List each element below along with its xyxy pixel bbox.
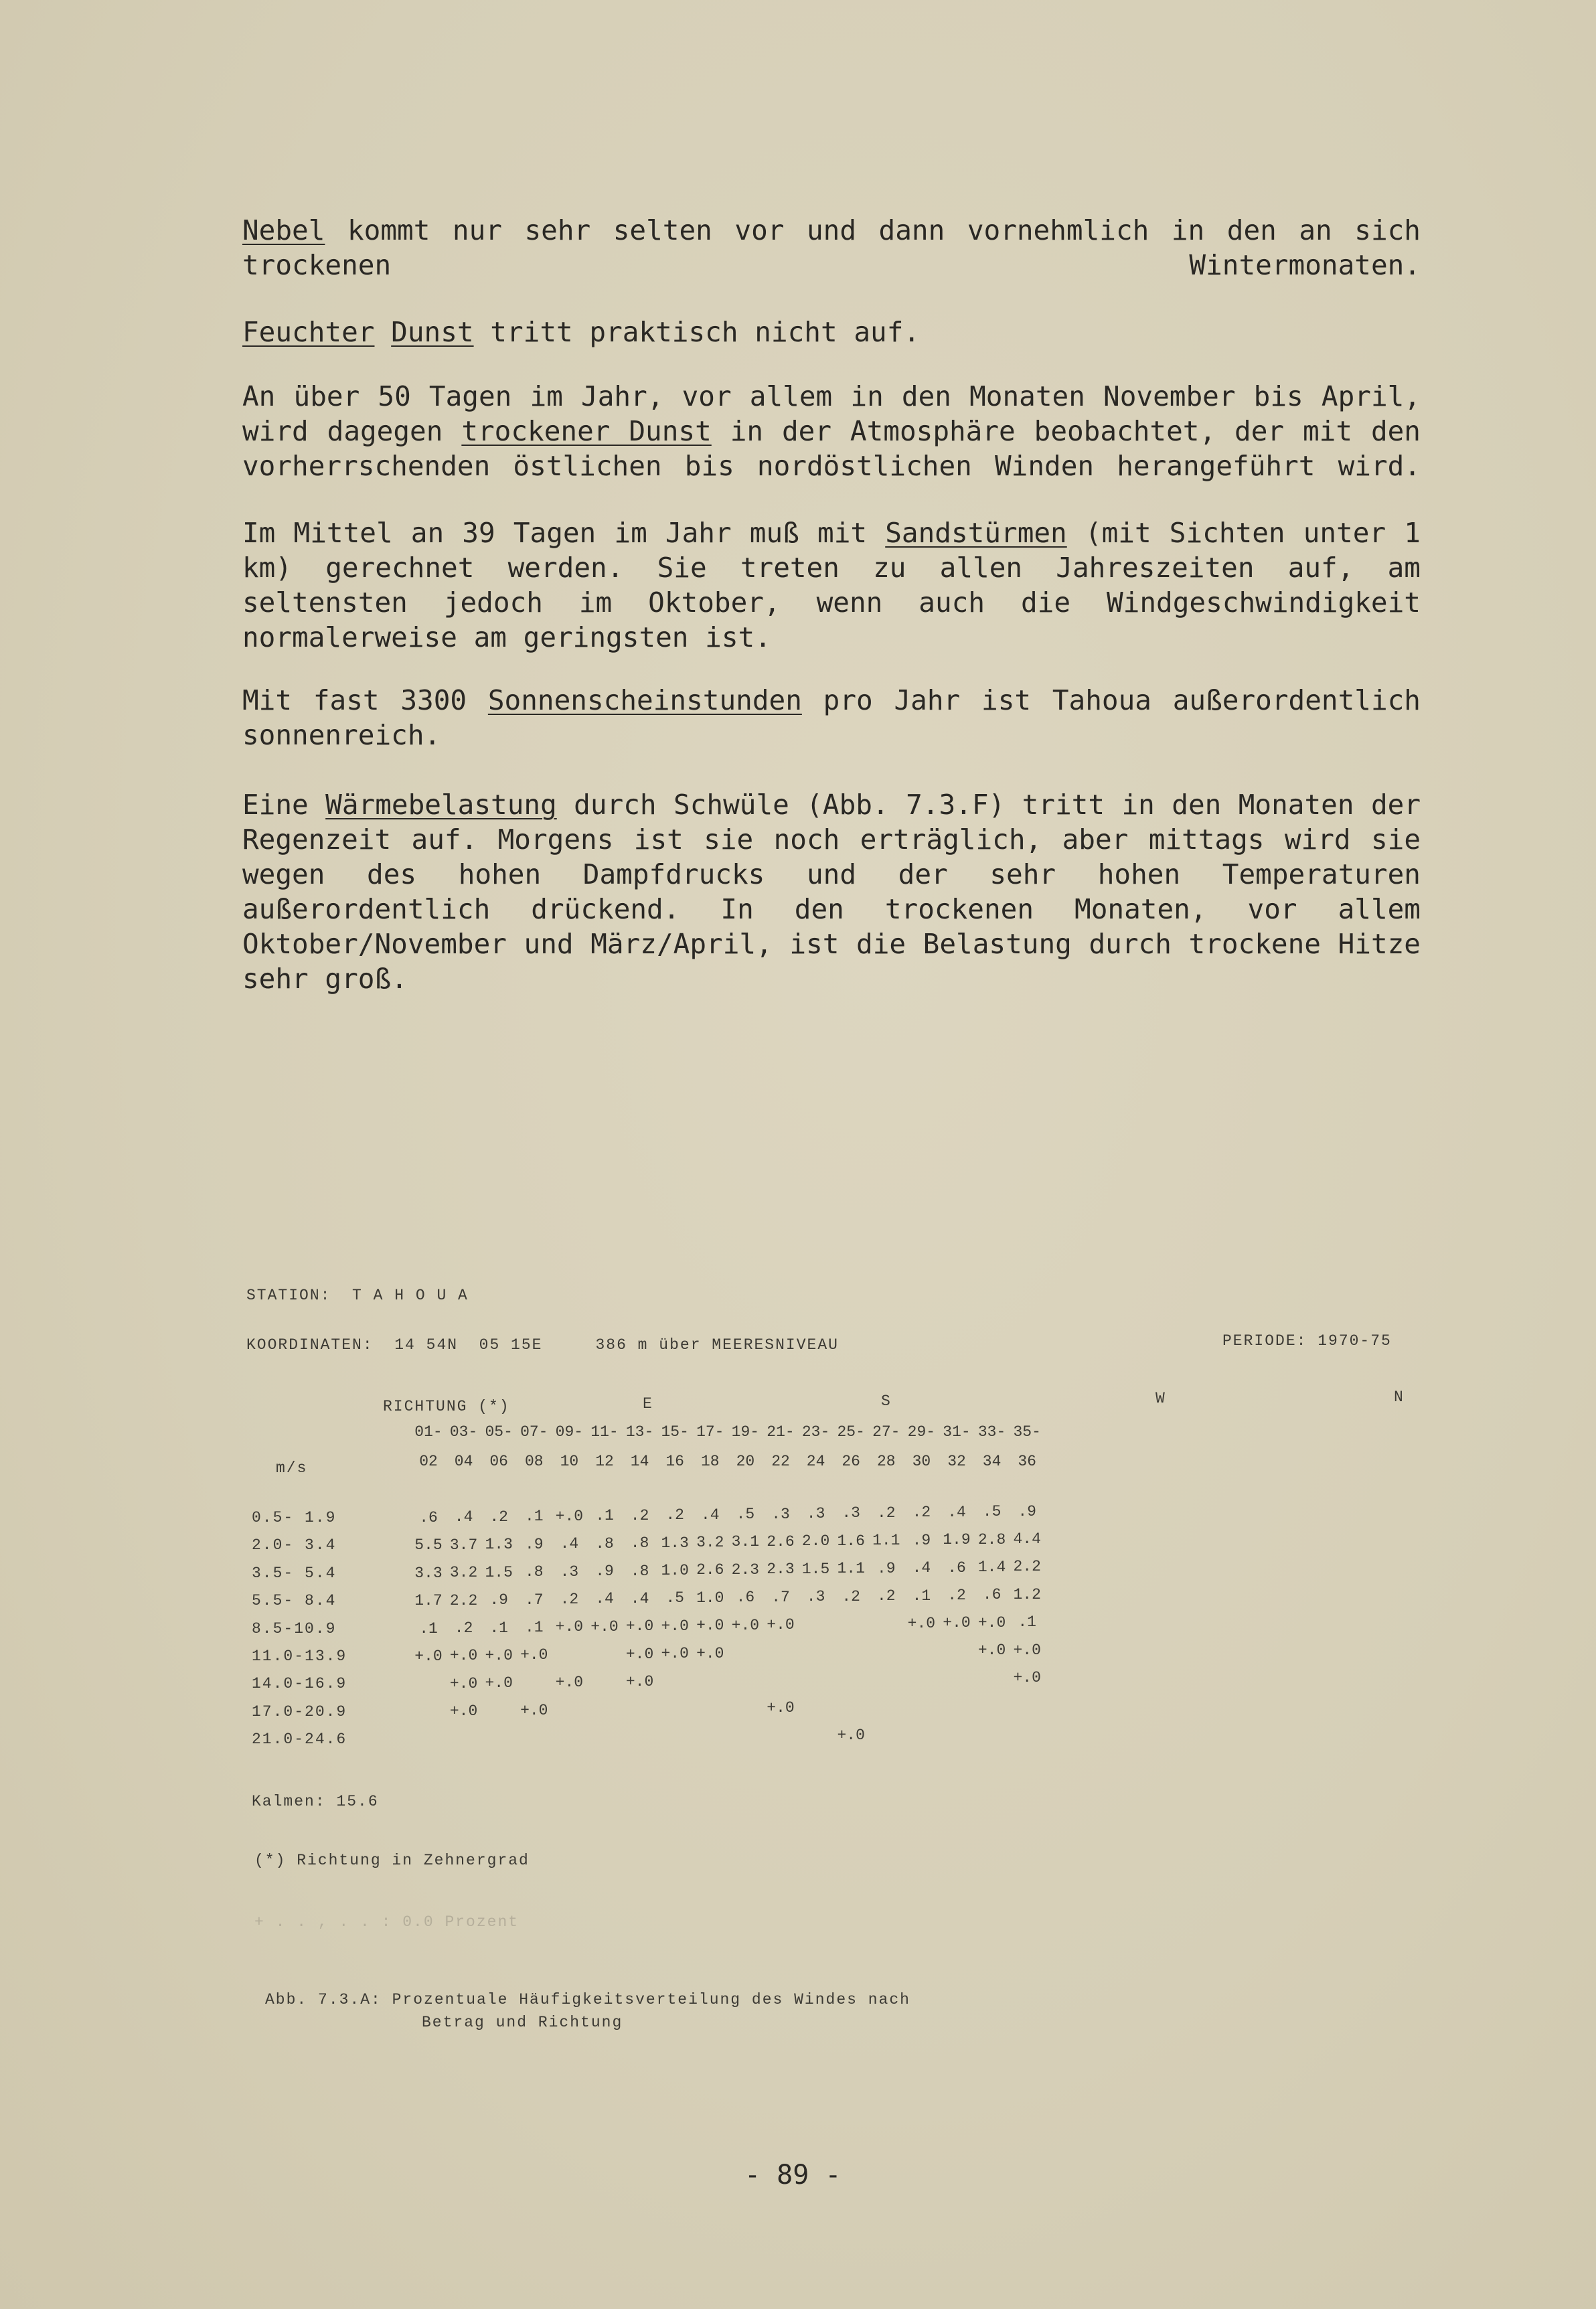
paragraph-trockener-dunst: An über 50 Tagen im Jahr, vor allem in den Monaten November bis April, wird dagegen trockener Dunst in der Atmosphäre beobachtet, der mit den vorherrschenden östlichen bis nordöstlichen Winden herangeführt wird. bbox=[242, 380, 1421, 482]
frequency-cell: 1.3 bbox=[485, 1536, 513, 1554]
frequency-cell: +.0 bbox=[1013, 1669, 1041, 1687]
frequency-cell: 1.0 bbox=[661, 1561, 689, 1579]
speed-class-label: 14.0-16.9 bbox=[252, 1675, 347, 1693]
frequency-cell: .3 bbox=[806, 1504, 825, 1522]
frequency-cell: .3 bbox=[842, 1504, 860, 1522]
frequency-cell: 2.3 bbox=[767, 1561, 795, 1579]
direction-to: 16 bbox=[665, 1453, 684, 1470]
compass-e: E bbox=[643, 1395, 653, 1413]
direction-from: 07- bbox=[520, 1423, 548, 1441]
frequency-cell: 2.3 bbox=[731, 1561, 760, 1579]
frequency-cell: 2.2 bbox=[449, 1591, 478, 1609]
coordinates-label: KOORDINATEN: 14 54N 05 15E 386 m über MEERESNIVEAU bbox=[246, 1336, 839, 1354]
frequency-cell: .7 bbox=[771, 1588, 790, 1606]
underlined-term: Feuchter bbox=[242, 316, 375, 348]
frequency-cell: .4 bbox=[700, 1506, 720, 1524]
frequency-cell: .1 bbox=[419, 1619, 438, 1638]
frequency-cell: .4 bbox=[560, 1535, 579, 1553]
frequency-cell: .2 bbox=[842, 1587, 860, 1605]
frequency-cell: +.0 bbox=[767, 1699, 795, 1717]
unit-label: m/s bbox=[276, 1459, 308, 1477]
underlined-term: Nebel bbox=[242, 214, 325, 246]
frequency-cell: .4 bbox=[454, 1508, 473, 1526]
frequency-cell: 2.6 bbox=[767, 1532, 795, 1550]
frequency-cell: .1 bbox=[595, 1507, 614, 1525]
frequency-cell: 3.1 bbox=[731, 1533, 760, 1551]
direction-from: 09- bbox=[555, 1423, 584, 1441]
station-label: STATION: T A H O U A bbox=[246, 1287, 469, 1304]
frequency-cell: .4 bbox=[595, 1590, 614, 1608]
frequency-cell: +.0 bbox=[661, 1645, 689, 1663]
frequency-cell: 1.5 bbox=[801, 1560, 830, 1578]
frequency-cell: 1.1 bbox=[872, 1532, 900, 1550]
direction-to: 02 bbox=[419, 1453, 438, 1470]
direction-from: 15- bbox=[661, 1423, 689, 1441]
frequency-cell: +.0 bbox=[590, 1617, 619, 1636]
frequency-cell: +.0 bbox=[696, 1644, 724, 1662]
direction-from: 29- bbox=[907, 1423, 936, 1441]
direction-to: 22 bbox=[771, 1453, 790, 1470]
paragraph-nebel: Nebel kommt nur sehr selten vor und dann vornehmlich in den an sich trockenen Wintermonaten. bbox=[242, 214, 1421, 281]
frequency-cell: +.0 bbox=[485, 1674, 513, 1692]
frequency-cell: .4 bbox=[630, 1589, 649, 1607]
frequency-cell: +.0 bbox=[449, 1674, 478, 1692]
frequency-cell: .5 bbox=[665, 1589, 684, 1607]
direction-to: 10 bbox=[560, 1453, 579, 1470]
frequency-cell: 2.8 bbox=[977, 1530, 1006, 1548]
frequency-cell: 5.5 bbox=[414, 1536, 443, 1555]
underlined-term: trockener Dunst bbox=[461, 415, 712, 447]
frequency-cell: .6 bbox=[982, 1586, 1002, 1604]
frequency-cell: .9 bbox=[489, 1591, 508, 1609]
frequency-cell: +.0 bbox=[449, 1647, 478, 1665]
direction-from: 31- bbox=[943, 1423, 971, 1441]
frequency-cell: +.0 bbox=[907, 1614, 936, 1632]
frequency-cell: +.0 bbox=[731, 1616, 760, 1634]
frequency-cell: 1.0 bbox=[696, 1589, 724, 1607]
frequency-cell: .8 bbox=[595, 1534, 614, 1552]
compass-w: W bbox=[1155, 1390, 1166, 1407]
speed-class-label: 11.0-13.9 bbox=[252, 1648, 347, 1665]
frequency-cell: 3.3 bbox=[414, 1564, 443, 1582]
calm-value: Kalmen: 15.6 bbox=[252, 1793, 379, 1810]
direction-from: 19- bbox=[731, 1423, 760, 1441]
speed-class-label: 8.5-10.9 bbox=[252, 1619, 337, 1638]
direction-from: 33- bbox=[977, 1423, 1006, 1441]
frequency-cell: +.0 bbox=[625, 1645, 654, 1663]
underlined-term: Sandstürmen bbox=[885, 517, 1067, 549]
direction-to: 08 bbox=[524, 1453, 544, 1470]
direction-from: 17- bbox=[696, 1423, 724, 1441]
paragraph-dunst: Feuchter Dunst tritt praktisch nicht auf. bbox=[242, 316, 921, 348]
speed-class-label: 3.5- 5.4 bbox=[252, 1564, 337, 1582]
direction-from: 23- bbox=[801, 1423, 830, 1441]
frequency-cell: +.0 bbox=[977, 1642, 1006, 1660]
speed-class-label: 2.0- 3.4 bbox=[252, 1536, 337, 1555]
frequency-cell: .1 bbox=[1018, 1613, 1036, 1631]
frequency-cell: .9 bbox=[876, 1559, 896, 1577]
frequency-cell: +.0 bbox=[943, 1614, 971, 1632]
frequency-cell: .1 bbox=[489, 1619, 508, 1637]
frequency-cell: 2.2 bbox=[1013, 1558, 1041, 1576]
frequency-cell: +.0 bbox=[520, 1646, 548, 1664]
frequency-cell: +.0 bbox=[555, 1507, 584, 1525]
paragraph-waermebelastung: Eine Wärmebelastung durch Schwüle (Abb. 7.3.F) tritt in den Monaten der Regenzeit auf. Morgens ist sie noch erträglich, aber mittags wird sie wegen des hohen Dampfdrucks und der sehr hohen Temperaturen außerordentlich drückend. In den trockenen Monaten, vor allem Oktober/November und März/April, ist die Belastung durch trockene Hitze sehr groß. bbox=[242, 789, 1421, 995]
frequency-cell: .7 bbox=[524, 1591, 544, 1609]
frequency-cell: 2.0 bbox=[801, 1532, 830, 1550]
frequency-cell: .2 bbox=[630, 1506, 649, 1524]
frequency-cell: .9 bbox=[595, 1563, 614, 1581]
frequency-cell: .5 bbox=[982, 1503, 1002, 1521]
page-number: - 89 - bbox=[744, 2160, 842, 2191]
compass-s: S bbox=[881, 1392, 892, 1410]
underlined-term: Wärmebelastung bbox=[325, 789, 557, 821]
direction-to: 24 bbox=[806, 1453, 825, 1470]
frequency-cell: .1 bbox=[524, 1508, 544, 1526]
underlined-term: Dunst bbox=[391, 316, 474, 348]
footnote: (*) Richtung in Zehnergrad bbox=[254, 1852, 530, 1869]
speed-class-label: 21.0-24.6 bbox=[252, 1731, 347, 1749]
frequency-cell: .6 bbox=[736, 1589, 755, 1607]
faded-line: + . . , . . : 0.0 Prozent bbox=[254, 1913, 520, 1931]
frequency-cell: 1.1 bbox=[837, 1560, 865, 1578]
frequency-cell: .9 bbox=[912, 1531, 931, 1549]
frequency-cell: +.0 bbox=[555, 1618, 584, 1636]
frequency-cell: +.0 bbox=[485, 1646, 513, 1664]
frequency-cell: .8 bbox=[630, 1534, 649, 1552]
figure-caption-line2: Betrag und Richtung bbox=[422, 2014, 623, 2031]
frequency-cell: +.0 bbox=[661, 1617, 689, 1635]
frequency-cell: 3.7 bbox=[449, 1536, 478, 1554]
frequency-cell: .2 bbox=[454, 1619, 473, 1638]
frequency-cell: +.0 bbox=[625, 1673, 654, 1691]
frequency-cell: .2 bbox=[912, 1504, 931, 1522]
direction-to: 04 bbox=[454, 1453, 473, 1470]
direction-to: 18 bbox=[700, 1453, 720, 1470]
direction-to: 12 bbox=[595, 1453, 614, 1470]
frequency-cell: .9 bbox=[1018, 1502, 1036, 1520]
frequency-cell: .6 bbox=[419, 1509, 438, 1526]
direction-to: 26 bbox=[842, 1453, 860, 1470]
frequency-cell: .3 bbox=[771, 1505, 790, 1523]
frequency-cell: +.0 bbox=[520, 1702, 548, 1720]
direction-from: 13- bbox=[625, 1423, 654, 1441]
frequency-cell: .1 bbox=[524, 1618, 544, 1636]
frequency-cell: +.0 bbox=[414, 1648, 443, 1665]
speed-class-label: 5.5- 8.4 bbox=[252, 1592, 337, 1610]
underlined-term: Sonnenscheinstunden bbox=[487, 684, 802, 716]
frequency-cell: 1.2 bbox=[1013, 1585, 1041, 1603]
speed-class-label: 0.5- 1.9 bbox=[252, 1509, 337, 1526]
frequency-cell: +.0 bbox=[1013, 1641, 1041, 1659]
direction-label: RICHTUNG (*) bbox=[383, 1398, 510, 1415]
direction-from: 05- bbox=[485, 1423, 513, 1441]
direction-to: 14 bbox=[630, 1453, 649, 1470]
frequency-cell: 1.7 bbox=[414, 1592, 443, 1610]
frequency-cell: 2.6 bbox=[696, 1561, 724, 1579]
frequency-cell: 1.4 bbox=[977, 1559, 1006, 1576]
frequency-cell: .8 bbox=[630, 1562, 649, 1580]
frequency-cell: 3.2 bbox=[696, 1534, 724, 1551]
speed-class-label: 17.0-20.9 bbox=[252, 1702, 347, 1721]
frequency-cell: +.0 bbox=[767, 1616, 795, 1634]
direction-from: 21- bbox=[767, 1423, 795, 1441]
direction-from: 27- bbox=[872, 1423, 900, 1441]
paragraph-sandstuerme: Im Mittel an 39 Tagen im Jahr muß mit Sandstürmen (mit Sichten unter 1 km) gerechnet werden. Sie treten zu allen Jahreszeiten auf, am seltensten jedoch im Oktober, wenn auch die Windgeschwindigkeit normalerweise am geringsten ist. bbox=[242, 517, 1421, 653]
frequency-cell: .4 bbox=[912, 1559, 931, 1577]
direction-from: 25- bbox=[837, 1423, 865, 1441]
frequency-cell: .2 bbox=[560, 1591, 579, 1608]
frequency-cell: 4.4 bbox=[1013, 1530, 1041, 1548]
direction-to: 20 bbox=[736, 1453, 755, 1470]
period-label: PERIODE: 1970-75 bbox=[1222, 1332, 1392, 1350]
frequency-cell: 1.9 bbox=[943, 1531, 971, 1549]
frequency-cell: .2 bbox=[876, 1504, 896, 1522]
direction-to: 34 bbox=[982, 1453, 1002, 1470]
frequency-cell: +.0 bbox=[977, 1613, 1006, 1631]
frequency-cell: .1 bbox=[912, 1587, 931, 1605]
direction-from: 01- bbox=[414, 1423, 443, 1441]
direction-from: 35- bbox=[1013, 1423, 1041, 1441]
frequency-cell: +.0 bbox=[837, 1726, 865, 1744]
direction-from: 03- bbox=[449, 1423, 478, 1441]
compass-n: N bbox=[1394, 1388, 1405, 1406]
direction-from: 11- bbox=[590, 1423, 619, 1441]
direction-to: 30 bbox=[912, 1453, 931, 1470]
frequency-cell: +.0 bbox=[555, 1674, 584, 1692]
frequency-cell: 1.3 bbox=[661, 1534, 689, 1552]
direction-to: 06 bbox=[489, 1453, 508, 1470]
frequency-cell: +.0 bbox=[625, 1617, 654, 1636]
frequency-cell: .6 bbox=[947, 1559, 966, 1577]
frequency-cell: .2 bbox=[489, 1508, 508, 1526]
figure-caption-line1: Abb. 7.3.A: Prozentuale Häufigkeitsverteilung des Windes nach bbox=[265, 1991, 910, 2008]
frequency-cell: .3 bbox=[806, 1588, 825, 1606]
paragraph-sonnenschein: Mit fast 3300 Sonnenscheinstunden pro Jahr ist Tahoua außerordentlich sonnenreich. bbox=[242, 684, 1421, 751]
frequency-cell: .2 bbox=[665, 1506, 684, 1524]
frequency-cell: .2 bbox=[876, 1587, 896, 1605]
frequency-cell: +.0 bbox=[449, 1702, 478, 1721]
frequency-cell: .4 bbox=[947, 1503, 966, 1521]
frequency-cell: +.0 bbox=[696, 1617, 724, 1635]
frequency-cell: .5 bbox=[736, 1506, 755, 1524]
direction-to: 32 bbox=[947, 1453, 966, 1470]
frequency-cell: .9 bbox=[524, 1535, 544, 1553]
direction-to: 28 bbox=[876, 1453, 896, 1470]
frequency-cell: 3.2 bbox=[449, 1564, 478, 1582]
direction-to: 36 bbox=[1018, 1453, 1036, 1470]
frequency-cell: .3 bbox=[560, 1563, 579, 1581]
frequency-cell: 1.5 bbox=[485, 1563, 513, 1581]
frequency-cell: .2 bbox=[947, 1586, 966, 1604]
frequency-cell: .8 bbox=[524, 1563, 544, 1581]
frequency-cell: 1.6 bbox=[837, 1532, 865, 1550]
